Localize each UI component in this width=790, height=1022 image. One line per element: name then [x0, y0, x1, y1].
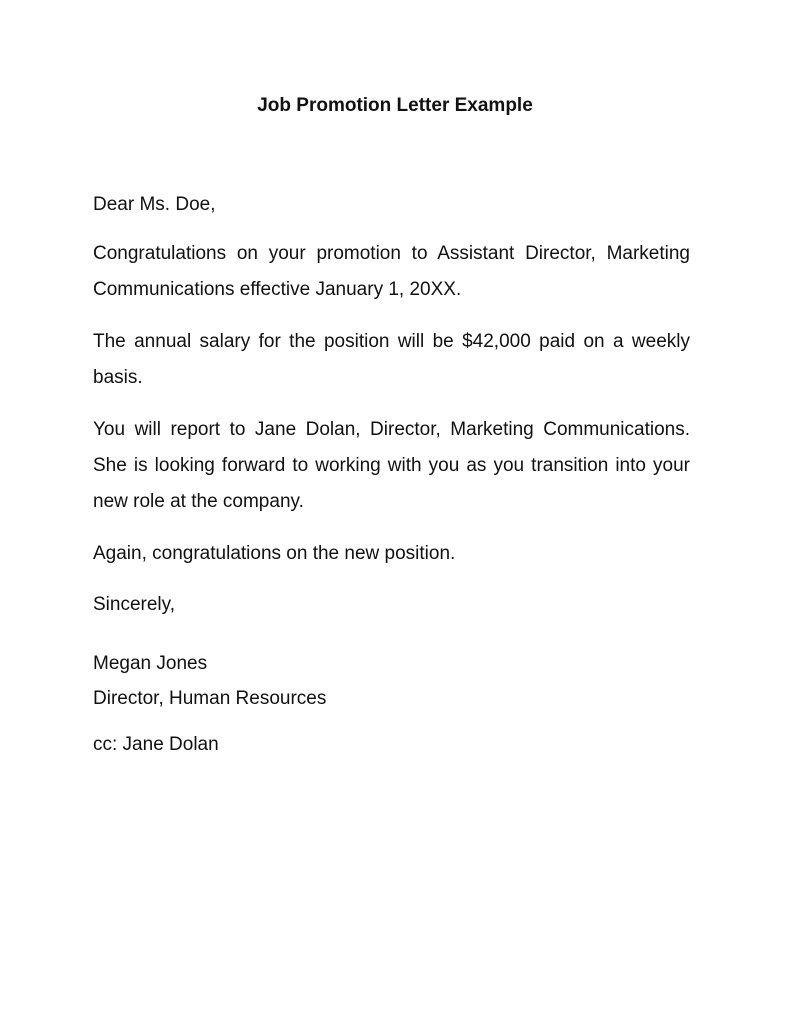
salutation: Dear Ms. Doe,	[93, 194, 216, 215]
cc-line: cc: Jane Dolan	[93, 734, 219, 755]
signer-name: Megan Jones	[93, 653, 208, 674]
page-title: Job Promotion Letter Example	[257, 95, 533, 116]
paragraph-promotion: Congratulations on your promotion to Assistant Director, Marketing Communications effective January 1, 20XX.	[93, 243, 690, 300]
paragraph-congratulations: Again, congratulations on the new position.	[93, 543, 456, 564]
paragraph-salary: The annual salary for the position will be $42,000 paid on a weekly basis.	[93, 331, 690, 388]
signer-position: Director, Human Resources	[93, 688, 327, 709]
signature-block	[93, 646, 690, 716]
closing: Sincerely,	[93, 594, 176, 615]
paragraph-reporting: You will report to Jane Dolan, Director, Marketing Communications. She is looking forward to working with you as you transition into your new role at the company.	[93, 419, 690, 512]
